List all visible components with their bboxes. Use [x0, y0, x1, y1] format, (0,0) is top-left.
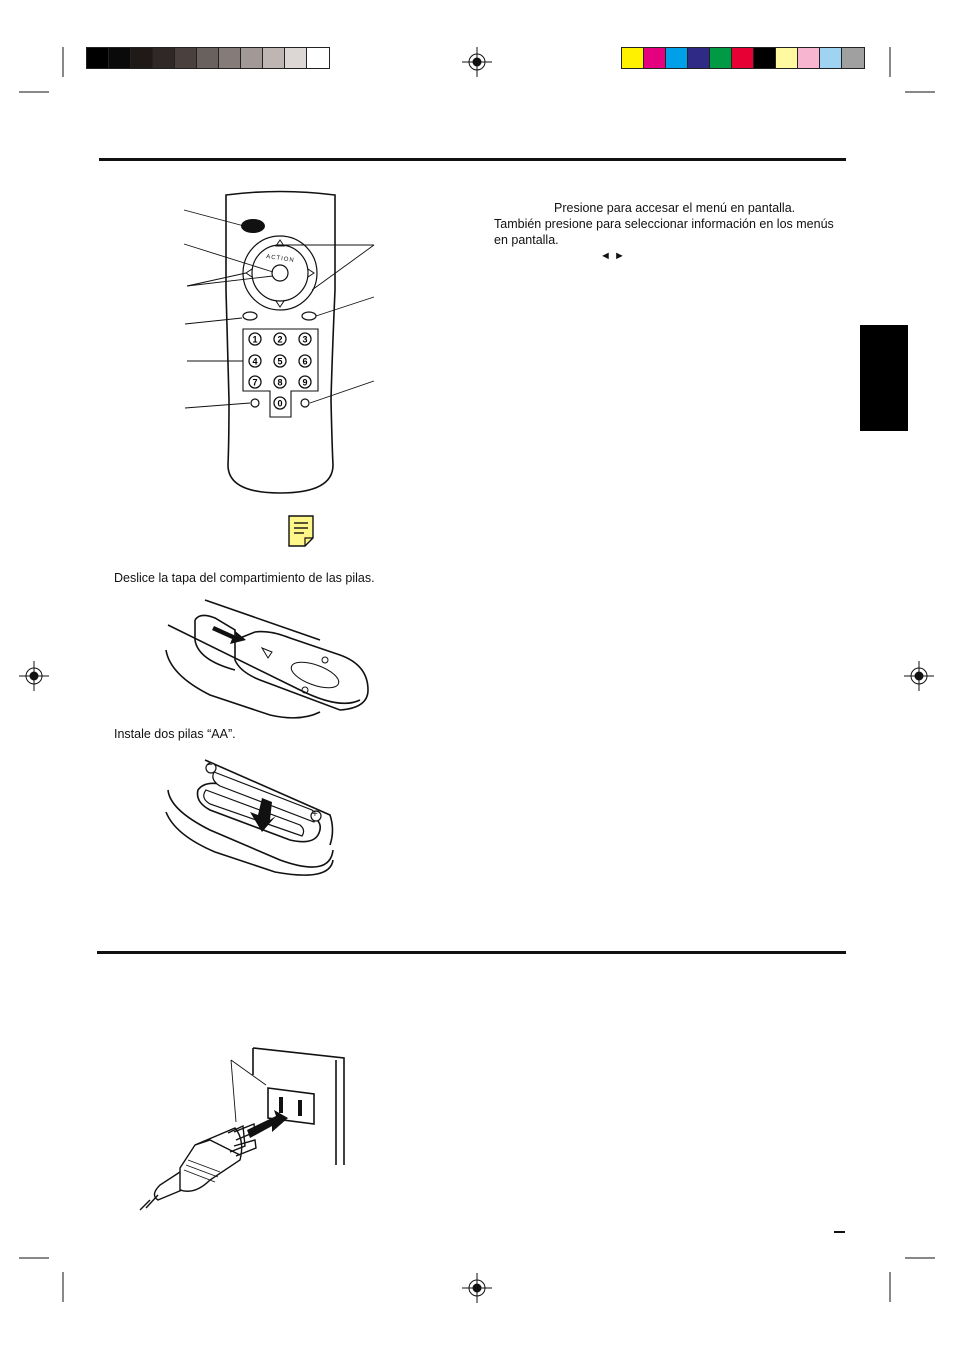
keypad-label-9: 9: [302, 377, 308, 388]
keypad-label-4: 4: [252, 356, 258, 367]
action-description-line2: También presione para seleccionar información en los menús: [494, 217, 834, 231]
battery-minus-sign: −: [207, 760, 213, 771]
battery-plus-sign: +: [312, 809, 318, 820]
remote-action-label: ACTION: [265, 254, 295, 264]
keypad-label-6: 6: [302, 356, 308, 367]
battery-step-1-text: Deslice la tapa del compartimiento de las pilas.: [114, 571, 375, 585]
keypad-label-5: 5: [277, 356, 283, 367]
battery-step-2-text: Instale dos pilas “AA”.: [114, 727, 236, 741]
keypad-label-1: 1: [252, 334, 258, 345]
keypad-label-3: 3: [302, 334, 308, 345]
keypad-label-8: 8: [277, 377, 283, 388]
arrow-keys-glyphs: ◄ ►: [600, 250, 625, 262]
action-description-line3: en pantalla.: [494, 233, 559, 247]
action-description-line1: Presione para accesar el menú en pantalla.: [554, 201, 796, 215]
keypad-label-7: 7: [252, 377, 258, 388]
keypad-label-2: 2: [277, 334, 283, 345]
keypad-label-0: 0: [277, 398, 283, 409]
